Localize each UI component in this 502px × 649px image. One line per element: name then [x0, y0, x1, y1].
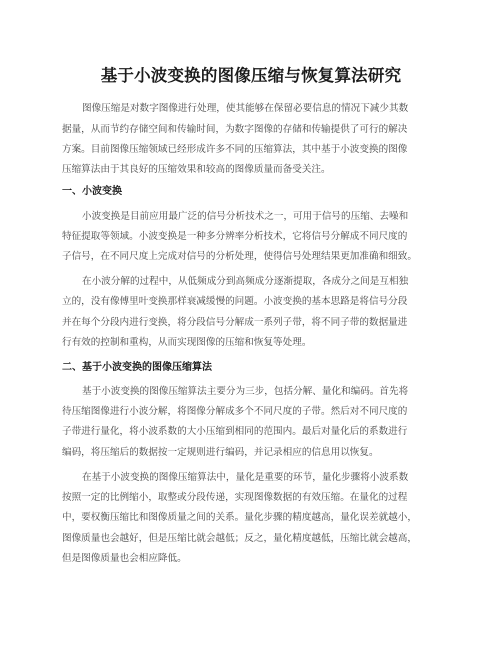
paragraph-line: 行有效的控制和重构，从而实现图像的压缩和恢复等处理。 — [62, 337, 312, 348]
section-heading: 一、小波变换 — [62, 186, 122, 197]
paragraph-line: 子信号，在不同尺度上完成对信号的分析处理，使得信号处理结果更加准确和细致。 — [62, 251, 417, 262]
paragraph-line: 中，要权衡压缩比和图像质量之间的关系。量化步骤的精度越高，量化误差就越小， — [62, 512, 417, 523]
paragraph-line: 待压缩图像进行小波分解，将图像分解成多个不同尺度的子带。然后对不同尺度的 — [62, 406, 408, 417]
paragraph-line: 基于小波变换的图像压缩算法主要分为三步，包括分解、量化和编码。首先将 — [82, 386, 409, 397]
paragraph-line: 按照一定的比例缩小，取整或分段传递，实现图像数据的有效压缩。在量化的过程 — [62, 492, 408, 503]
paragraph-line: 子带进行量化，将小波系数的大小压缩到相同的范围内。最后对量化后的系数进行 — [62, 426, 408, 437]
paragraph-line: 在小波分解的过程中，从低频成分到高频成分逐渐提取，各成分之间是互相独 — [82, 276, 409, 287]
section-heading: 二、基于小波变换的图像压缩算法 — [62, 362, 212, 373]
paragraph-line: 编码，将压缩后的数据按一定规则进行编码，并记录相应的信息用以恢复。 — [62, 447, 379, 458]
intro-line-1: 图像压缩是对数字图像进行处理，使其能够在保留必要信息的情况下减少其数 — [82, 103, 409, 114]
document-title: 基于小波变换的图像压缩与恢复算法研究 — [100, 66, 402, 85]
paragraph-line: 立的，没有像傅里叶变换那样衰减缓慢的问题。小波变换的基本思路是将信号分段 — [62, 296, 408, 307]
paragraph-line: 图像质量也会越好，但是压缩比就会越低；反之，量化精度越低，压缩比就会越高， — [62, 533, 417, 544]
paragraph-line: 在基于小波变换的图像压缩算法中，量化是重要的环节，量化步骤将小波系数 — [82, 472, 409, 483]
paragraph-line: 并在每个分段内进行变换，将分段信号分解成一系列子带，将不同子带的数据量进 — [62, 317, 408, 328]
paragraph-line: 小波变换是目前应用最广泛的信号分析技术之一，可用于信号的压缩、去噪和 — [82, 211, 409, 222]
intro-line-4: 压缩算法由于其良好的压缩效果和较高的图像质量而备受关注。 — [62, 164, 331, 175]
paragraph-line: 特征提取等领域。小波变换是一种多分辨率分析技术，它将信号分解成不同尺度的 — [62, 231, 408, 242]
intro-line-3: 方案。目前图像压缩领域已经形成许多不同的压缩算法，其中基于小波变换的图像 — [62, 144, 408, 155]
paragraph-line: 但是图像质量也会相应降低。 — [62, 553, 187, 564]
intro-line-2: 据量，从而节约存储空间和传输时间，为数字图像的存储和传输提供了可行的解决 — [62, 124, 408, 135]
